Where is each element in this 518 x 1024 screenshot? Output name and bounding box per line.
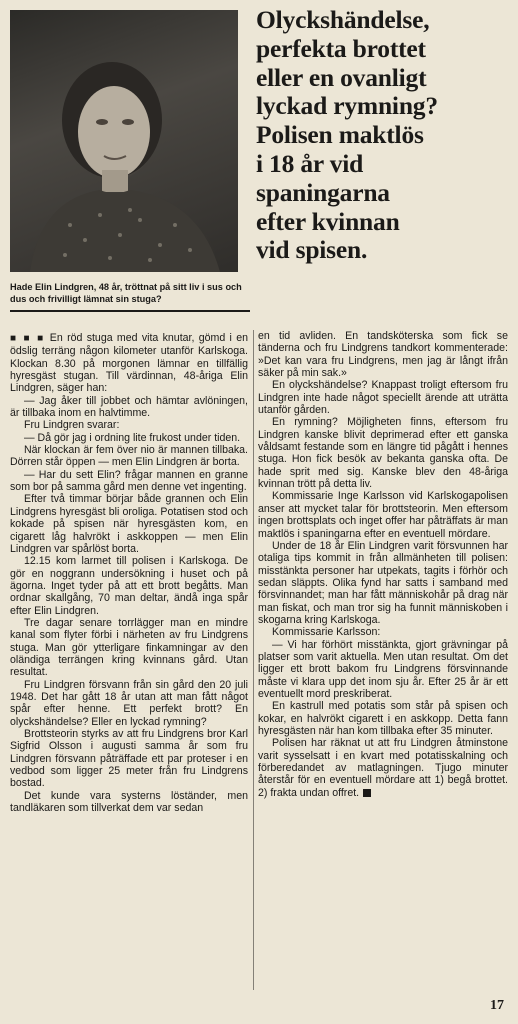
paragraph-text: Kommissarie Karlsson: <box>272 626 381 639</box>
paragraph-text: Polisen har räknat ut att fru Lindgren åtminstone varit sysselsatt i en kvart med potatisskalning och förberedandet av matlagningen. Tjugo minuter återstår för en eventuell mördare att 1) begå brottet. 2) frakta undan offret. <box>258 737 508 799</box>
portrait-figure <box>10 10 238 272</box>
article-paragraph <box>10 419 248 431</box>
article-paragraph <box>258 330 508 379</box>
headline-line: lyckad rymning? <box>256 91 438 121</box>
headline-line: Polisen maktlös <box>256 120 424 150</box>
article-paragraph <box>258 737 508 799</box>
article-paragraph <box>10 469 248 494</box>
article-paragraph <box>258 490 508 539</box>
article-paragraph <box>10 395 248 420</box>
article-paragraph <box>10 617 248 679</box>
paragraph-text: Fru Lindgren försvann från sin gård den 20 juli 1948. Det har gått 18 år utan att man fått något spår efter henne. Ett perfekt brott? En olyckshändelse? Eller en lyckad rymning? <box>10 678 248 728</box>
paragraph-text: Kommissarie Inge Karlsson vid Karlskogapolisen anser att mycket talar för brottsteorin. Men eftersom ingen brottsplats och inget offer har påträffats är man maktlös i spaningarna efter en eventuell mördare. <box>258 490 508 540</box>
headline-line: efter kvinnan <box>256 206 400 236</box>
article-paragraph <box>258 639 508 701</box>
column-divider <box>253 330 254 990</box>
paragraph-text: Brottsteorin styrks av att fru Lindgrens bror Karl Sigfrid Olsson i augusti samma år som fru Lindgren försvann påträffade ett par proteser i en vedbod som ligger 25 meter från fru Lindgrens bostad. <box>10 728 248 790</box>
article-paragraph <box>258 626 508 638</box>
paragraph-text: — Jag åker till jobbet och hämtar avlöningen, är tillbaka inom en halvtimme. <box>10 394 248 420</box>
headline <box>256 6 512 265</box>
paragraph-text: — Har du sett Elin? frågar mannen en granne som bor på samma gård men denne vet ingenting. <box>10 468 248 494</box>
paragraph-text: — Då gör jag i ordning lite frukost under tiden. <box>24 431 241 444</box>
article-paragraph <box>10 555 248 617</box>
article-paragraph <box>258 416 508 490</box>
paragraph-text: — Vi har förhört misstänkta, gjort grävningar på platser som varit aktuella. Men utan resultat. Om det ligger ett brott bakom fru Lindgrens försvinnande måste vi klara upp det inom sju år. Efter 25 år är ett eventuellt mord preskriberat. <box>258 638 508 700</box>
paragraph-text: När klockan är fem över nio är mannen tillbaka. Dörren står öppen — men Elin Lindgren är borta. <box>10 444 248 469</box>
end-mark <box>363 789 371 797</box>
headline-line: vid spisen. <box>256 235 368 265</box>
paragraph-text: Efter två timmar börjar både grannen och Elin Lindgrens hyresgäst bli oroliga. Potatisen stod och kokade på spisen när hyresgästen kom, en cigarett låg halvrökt i askkoppen — men Elin Lindgren var spårlöst borta. <box>10 493 248 555</box>
paragraph-text: en tid avliden. En tandsköterska som fick se tänderna och fru Lindgrens tandkort kommenterade: »Det kan vara fru Lindgrens, men jag är långt ifrån säker på min sak.» <box>258 330 508 380</box>
article-column-right <box>258 330 508 799</box>
paragraph-text: Tre dagar senare torrlägger man en mindre kanal som flyter förbi i närheten av fru Lindgrens stuga. Man gör ytterligare finkamningar av den oländiga terrängen kring kvinnans gård. Utan resultat. <box>10 616 248 679</box>
paragraph-text: Fru Lindgren svarar: <box>24 419 120 432</box>
article-paragraph <box>10 432 248 444</box>
paragraph-text: Det kunde vara systerns löständer, men tandläkaren som tillverkat dem var sedan <box>10 789 248 815</box>
article-paragraph <box>258 540 508 626</box>
paragraph-text: En röd stuga med vita knutar, gömd i en ödslig terräng någon kilometer utanför Karlskoga. Klockan 8.30 på morgonen lämnar en tillfällig hyresgäst stugan. Till värdinnan, 48-åriga Elin Lindgren, säger han: <box>10 332 248 395</box>
article-column-left <box>10 332 248 814</box>
headline-line: eller en ovanligt <box>256 62 427 92</box>
headline-line: Olyckshändelse, <box>256 5 430 34</box>
headline-line: spaningarna <box>256 177 390 207</box>
headline-line: i 18 år vid <box>256 148 364 178</box>
article-paragraph <box>10 790 248 815</box>
headline-line: perfekta brottet <box>256 33 426 63</box>
article-paragraph <box>10 444 248 469</box>
caption-divider <box>10 310 250 312</box>
page-number: 17 <box>490 998 504 1013</box>
article-paragraph <box>10 728 248 790</box>
paragraph-text: En olyckshändelse? Knappast troligt eftersom fru Lindgren inte hade något speciellt ärende att uträtta utanför gården. <box>258 379 508 417</box>
paragraph-text: En kastrull med potatis som står på spisen och kokar, en halvrökt cigarett i en askkopp. Detta fann hyresgästen när han kom tillbaka efter 35 minuter. <box>258 700 508 737</box>
article-paragraph <box>10 493 248 555</box>
article-paragraph <box>258 700 508 737</box>
article-paragraph <box>10 679 248 728</box>
photo-caption: Hade Elin Lindgren, 48 år, tröttnat på sitt liv i sus och dus och frivilligt lämnat sin stuga? <box>10 282 242 304</box>
portrait-photo <box>10 10 238 272</box>
paragraph-text: Under de 18 år Elin Lindgren varit försvunnen har otaliga tips kommit in från allmänheten till polisen: misstänkta personer har utpekats, tagits i förhör och sedan släppts. Olika fynd har satts i samband med försvinnandet; man har fått människohår på drag när man fiskat, och man tror sig ha funnit människoben i skogarna kring Karlskoga. <box>258 539 508 626</box>
paragraph-text: 12.15 kom larmet till polisen i Karlskoga. De gör en noggrann undersökning i huset och på ägorna. Inget tyder på att ett brott begåtts. Man ordnar skallgång, 70 man deltar, ändå inga spår efter Elin Lindgren. <box>10 555 248 617</box>
paragraph-text: En rymning? Möjligheten finns, eftersom fru Lindgren kanske blivit deprimerad efter ett ganska våldsamt festande som en längre tid pågått i hennes stuga. Hon fick besök av bekanta ganska ofta. De hade sprit med sig. Kanske blev den 48-åriga kvinnan trött på detta liv. <box>258 416 508 491</box>
article-paragraph <box>10 332 248 395</box>
article-paragraph <box>258 379 508 416</box>
lead-squares: ■ ■ ■ <box>10 333 46 344</box>
